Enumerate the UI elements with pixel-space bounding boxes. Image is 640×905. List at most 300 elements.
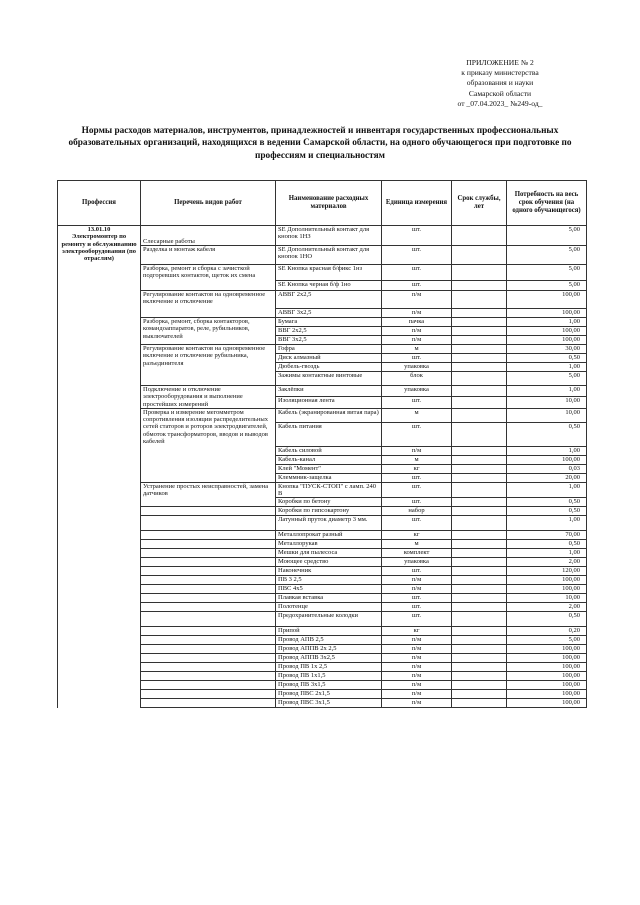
work-type-empty-cell [141,612,276,627]
qty-cell: 100,00 [507,654,587,663]
qty-cell: 2,00 [507,558,587,567]
header-works: Перечень видов работ [141,181,276,226]
work-type-empty-cell [141,567,276,576]
table-row [58,558,587,567]
unit-cell: п/м [382,446,452,455]
qty-cell: 0,50 [507,498,587,507]
material-cell: ПВ 3 2,5 [276,576,382,585]
term-cell [452,226,507,246]
material-cell: Провод ПВС 2х1,5 [276,690,382,699]
table-row [58,594,587,603]
table-row [58,567,587,576]
table-row [58,482,587,498]
material-cell: Провод ПВ 3х1,5 [276,681,382,690]
material-cell: Провод ПВ 1х 2,5 [276,663,382,672]
profession-empty-cell [58,699,141,708]
profession-empty-cell [58,594,141,603]
table-row [58,540,587,549]
table-row [58,636,587,645]
work-type-empty-cell [141,585,276,594]
term-cell [452,558,507,567]
profession-empty-cell [58,309,141,318]
unit-cell: п/м [382,690,452,699]
material-cell: Дюбель-гвоздь [276,363,382,372]
qty-cell: 1,00 [507,386,587,397]
profession-empty-cell [58,345,141,354]
qty-cell: 1,00 [507,446,587,455]
qty-cell: 100,00 [507,336,587,345]
profession-empty-cell [58,636,141,645]
profession-empty-cell [58,627,141,636]
unit-cell: п/м [382,681,452,690]
qty-cell: 10,00 [507,594,587,603]
qty-cell: 30,00 [507,345,587,354]
unit-cell: п/м [382,576,452,585]
work-type-empty-cell [141,636,276,645]
term-cell [452,372,507,386]
profession-cell [58,226,141,291]
document-title: Нормы расходов материалов, инструментов, принадлежностей и инвентаря государственных профессиональных образовательных организаций, находящихся в ведении Самарской области, на одного обучающегося при подготовке по профессиям и специальностям [68,126,572,161]
term-cell [452,354,507,363]
table-row [58,654,587,663]
profession-empty-cell [58,612,141,627]
profession-empty-cell [58,507,141,516]
profession-empty-cell [58,354,141,363]
material-cell: Клей "Момент" [276,464,382,473]
qty-cell: 100,00 [507,699,587,708]
unit-cell: шт. [382,281,452,291]
unit-cell: п/м [382,654,452,663]
term-cell [452,281,507,291]
work-type-cell: Регулирование контактов на одновременное включение и отключение [141,291,276,318]
term-cell [452,699,507,708]
term-cell [452,627,507,636]
material-cell: Провод ПВ 1х1,5 [276,672,382,681]
table-row [58,627,587,636]
material-cell: Изоляционная лента [276,397,382,408]
term-cell [452,408,507,422]
term-cell [452,291,507,309]
material-cell: Латунный пруток диаметр 3 мм. [276,516,382,531]
table-row [58,473,587,482]
profession-empty-cell [58,645,141,654]
table-row [58,507,587,516]
material-cell: Коробки по гипсокартону [276,507,382,516]
material-cell: ПВС 4х5 [276,585,382,594]
table-row [58,690,587,699]
material-cell: Кабель питания [276,422,382,446]
qty-cell: 5,00 [507,372,587,386]
work-type-empty-cell [141,540,276,549]
material-cell: Коробки по бетону [276,498,382,507]
term-cell [452,507,507,516]
material-cell: Кнопка "ПУСК-СТОП" с ламп. 240 В [276,482,382,498]
unit-cell: п/м [382,645,452,654]
unit-cell: набор [382,507,452,516]
term-cell [452,345,507,354]
unit-cell: кг [382,464,452,473]
material-cell: Диск алмазный [276,354,382,363]
unit-cell: кг [382,531,452,540]
profession-empty-cell [58,386,141,397]
work-type-cell: Разделка и монтаж кабеля [141,246,276,265]
term-cell [452,265,507,281]
qty-cell: 0,50 [507,612,587,627]
qty-cell: 100,00 [507,585,587,594]
material-cell: Провод ПВС 3х1,5 [276,699,382,708]
qty-cell: 5,00 [507,226,587,246]
unit-cell: п/м [382,585,452,594]
profession-empty-cell [58,397,141,408]
profession-empty-cell [58,531,141,540]
unit-cell: пачка [382,318,452,327]
table-row [58,408,587,422]
profession-empty-cell [58,363,141,372]
unit-cell: м [382,408,452,422]
work-type-empty-cell [141,663,276,672]
qty-cell: 100,00 [507,309,587,318]
work-type-empty-cell [141,627,276,636]
profession-empty-cell [58,408,141,422]
material-cell: Мешки для пылесоса [276,549,382,558]
header-qty: Потребность на весь срок обучения (на одного обучающегося) [507,181,587,226]
table-row [58,498,587,507]
unit-cell: м [382,540,452,549]
profession-empty-cell [58,422,141,446]
table-row [58,464,587,473]
norms-table [57,180,587,708]
table-row [58,672,587,681]
table-row [58,226,587,246]
qty-cell: 100,00 [507,291,587,309]
material-cell: Кабель-канал [276,455,382,464]
unit-cell: п/м [382,336,452,345]
work-type-empty-cell [141,576,276,585]
profession-empty-cell [58,672,141,681]
unit-cell: шт. [382,397,452,408]
unit-cell: упаковка [382,558,452,567]
unit-cell: м [382,455,452,464]
material-cell: Плавкая вставка [276,594,382,603]
material-cell: Заклёпки [276,386,382,397]
qty-cell: 5,00 [507,246,587,265]
profession-empty-cell [58,327,141,336]
term-cell [452,482,507,498]
qty-cell: 0,03 [507,464,587,473]
qty-cell: 1,00 [507,363,587,372]
unit-cell: п/м [382,636,452,645]
qty-cell: 1,00 [507,516,587,531]
work-type-empty-cell [141,603,276,612]
profession-empty-cell [58,291,141,309]
material-cell: SE Дополнительный контакт для кнопок 1НО [276,246,382,265]
material-cell: Металлопрокат разный [276,531,382,540]
term-cell [452,422,507,446]
header-term: Срок службы, лет [452,181,507,226]
appendix-line: к приказу министерства [461,68,539,78]
unit-cell: шт. [382,354,452,363]
table-row [58,327,587,336]
table-row [58,585,587,594]
work-type-empty-cell [141,531,276,540]
material-cell: Кабель (экранированная витая пара) [276,408,382,422]
profession-empty-cell [58,549,141,558]
profession-empty-cell [58,690,141,699]
term-cell [452,318,507,327]
term-cell [452,455,507,464]
work-type-cell: Подключение и отключение электрооборудования и выполнение простейших измерений [141,386,276,409]
table-row [58,549,587,558]
material-cell: SE Дополнительный контакт для кнопок 1НЗ [276,226,382,246]
term-cell [452,654,507,663]
qty-cell: 10,00 [507,397,587,408]
profession-empty-cell [58,567,141,576]
material-cell: ВВГ 2х2,5 [276,327,382,336]
material-cell: SE Кнопка красная б/фикс 1нз [276,265,382,281]
table-row [58,645,587,654]
profession-empty-cell [58,681,141,690]
qty-cell: 0,50 [507,354,587,363]
unit-cell: п/м [382,672,452,681]
work-type-empty-cell [141,507,276,516]
table-row [58,336,587,345]
unit-cell: шт. [382,226,452,246]
profession-empty-cell [58,654,141,663]
unit-cell: п/м [382,327,452,336]
profession-empty-cell [58,446,141,455]
term-cell [452,516,507,531]
term-cell [452,645,507,654]
term-cell [452,363,507,372]
qty-cell: 100,00 [507,690,587,699]
unit-cell: шт. [382,422,452,446]
work-type-cell: Регулирование контактов на одновременное включение и отключение рубильника, разъединителя [141,345,276,386]
qty-cell: 100,00 [507,576,587,585]
table-row [58,291,587,309]
header-unit: Единица измерения [382,181,452,226]
term-cell [452,327,507,336]
work-type-cell: Слесарные работы [141,226,276,246]
term-cell [452,309,507,318]
appendix-line: Самарской области [468,88,532,98]
table-row [58,318,587,327]
profession-name: Электромонтер по ремонту и обслуживанию электрооборудования (по отраслям) [61,233,137,263]
work-type-empty-cell [141,549,276,558]
term-cell [452,531,507,540]
term-cell [452,498,507,507]
term-cell [452,594,507,603]
unit-cell: упаковка [382,386,452,397]
table-row [58,576,587,585]
appendix-line: ПРИЛОЖЕНИЕ № 2 [466,58,534,67]
qty-cell: 100,00 [507,455,587,464]
unit-cell: м [382,345,452,354]
profession-empty-cell [58,498,141,507]
qty-cell: 0,20 [507,627,587,636]
unit-cell: шт. [382,567,452,576]
material-cell: Провод АППВ 3х2,5 [276,654,382,663]
term-cell [452,663,507,672]
table-row [58,663,587,672]
work-type-empty-cell [141,672,276,681]
term-cell [452,386,507,397]
header-profession: Профессия [58,181,141,226]
work-type-cell: Устранение простых неисправностей, замена датчиков [141,482,276,507]
qty-cell: 10,00 [507,408,587,422]
qty-cell: 0,50 [507,507,587,516]
material-cell: Наконечник [276,567,382,576]
table-row [58,681,587,690]
material-cell: Предохранительные колодки [276,612,382,627]
qty-cell: 2,00 [507,603,587,612]
unit-cell: п/м [382,291,452,309]
qty-cell: 1,00 [507,482,587,498]
unit-cell: п/м [382,663,452,672]
qty-cell: 5,00 [507,281,587,291]
unit-cell: шт. [382,603,452,612]
material-cell: Гофра [276,345,382,354]
table-row [58,699,587,708]
qty-cell: 0,50 [507,422,587,446]
unit-cell: шт. [382,498,452,507]
work-type-cell: Разборка, ремонт, сборка контакторов, командоаппаратов, реле, рубильников, выключателей [141,318,276,345]
qty-cell: 100,00 [507,645,587,654]
table-row [58,603,587,612]
material-cell: ВВГ 3х2,5 [276,336,382,345]
qty-cell: 100,00 [507,663,587,672]
appendix-block [400,58,600,109]
material-cell: Бумага [276,318,382,327]
unit-cell: кг [382,627,452,636]
work-type-empty-cell [141,681,276,690]
term-cell [452,672,507,681]
material-cell: Кабель силовой [276,446,382,455]
material-cell: АВВГ 3х2,5 [276,309,382,318]
table-row [58,397,587,408]
table-row [58,354,587,363]
work-type-empty-cell [141,699,276,708]
qty-cell: 100,00 [507,672,587,681]
profession-code: 13.01.10 [87,226,111,233]
term-cell [452,585,507,594]
qty-cell: 100,00 [507,327,587,336]
profession-empty-cell [58,482,141,498]
term-cell [452,567,507,576]
profession-empty-cell [58,663,141,672]
unit-cell: комплект [382,549,452,558]
profession-empty-cell [58,455,141,464]
profession-empty-cell [58,540,141,549]
table-header-row [58,181,587,226]
unit-cell: п/м [382,309,452,318]
term-cell [452,464,507,473]
term-cell [452,549,507,558]
material-cell: Клеммник-защелка [276,473,382,482]
material-cell: Металлорукав [276,540,382,549]
material-cell: Зажимы контактные винтовые [276,372,382,386]
qty-cell: 5,00 [507,636,587,645]
unit-cell: шт. [382,612,452,627]
term-cell [452,246,507,265]
profession-empty-cell [58,318,141,327]
profession-empty-cell [58,576,141,585]
term-cell [452,540,507,549]
qty-cell: 70,00 [507,531,587,540]
appendix-line: от _07.04.2023_ №249-од_ [457,98,543,108]
unit-cell: шт. [382,516,452,531]
work-type-empty-cell [141,690,276,699]
work-type-empty-cell [141,654,276,663]
term-cell [452,690,507,699]
unit-cell: шт. [382,482,452,498]
material-cell: Моющее средство [276,558,382,567]
profession-empty-cell [58,585,141,594]
term-cell [452,636,507,645]
qty-cell: 120,00 [507,567,587,576]
qty-cell: 1,00 [507,318,587,327]
qty-cell: 5,00 [507,265,587,281]
table-row [58,516,587,531]
profession-empty-cell [58,336,141,345]
qty-cell: 100,00 [507,681,587,690]
table-row [58,372,587,386]
work-type-empty-cell [141,558,276,567]
unit-cell: упаковка [382,363,452,372]
unit-cell: шт. [382,594,452,603]
table-row [58,363,587,372]
profession-empty-cell [58,473,141,482]
header-material: Наименование расходных материалов [276,181,382,226]
term-cell [452,397,507,408]
work-type-cell: Разборка, ремонт и сборка с зачисткой подгоревших контактов, щеток их смена [141,265,276,291]
qty-cell: 1,00 [507,549,587,558]
unit-cell: шт. [382,246,452,265]
table-row [58,345,587,354]
table-row [58,386,587,397]
unit-cell: п/м [382,699,452,708]
unit-cell: шт. [382,265,452,281]
work-type-empty-cell [141,594,276,603]
profession-empty-cell [58,372,141,386]
material-cell: Провод АПВ 2,5 [276,636,382,645]
table-row [58,446,587,455]
profession-empty-cell [58,603,141,612]
material-cell: Припой [276,627,382,636]
term-cell [452,603,507,612]
profession-empty-cell [58,558,141,567]
table-row [58,531,587,540]
profession-empty-cell [58,464,141,473]
unit-cell: шт. [382,473,452,482]
material-cell: АВВГ 2х2,5 [276,291,382,309]
qty-cell: 20,00 [507,473,587,482]
table-row [58,422,587,446]
table-row [58,309,587,318]
term-cell [452,576,507,585]
unit-cell: блок [382,372,452,386]
table-row [58,455,587,464]
work-type-cell: Проверка и измерение мегомметром сопротивления изоляции распределительных сетей статоров и роторов электродвигателей, обмоток трансформаторов, вводов и выводов кабелей [141,408,276,482]
term-cell [452,446,507,455]
work-type-empty-cell [141,645,276,654]
term-cell [452,336,507,345]
term-cell [452,612,507,627]
profession-empty-cell [58,516,141,531]
term-cell [452,681,507,690]
material-cell: SE Кнопка черная б/ф 1но [276,281,382,291]
term-cell [452,473,507,482]
qty-cell: 0,50 [507,540,587,549]
